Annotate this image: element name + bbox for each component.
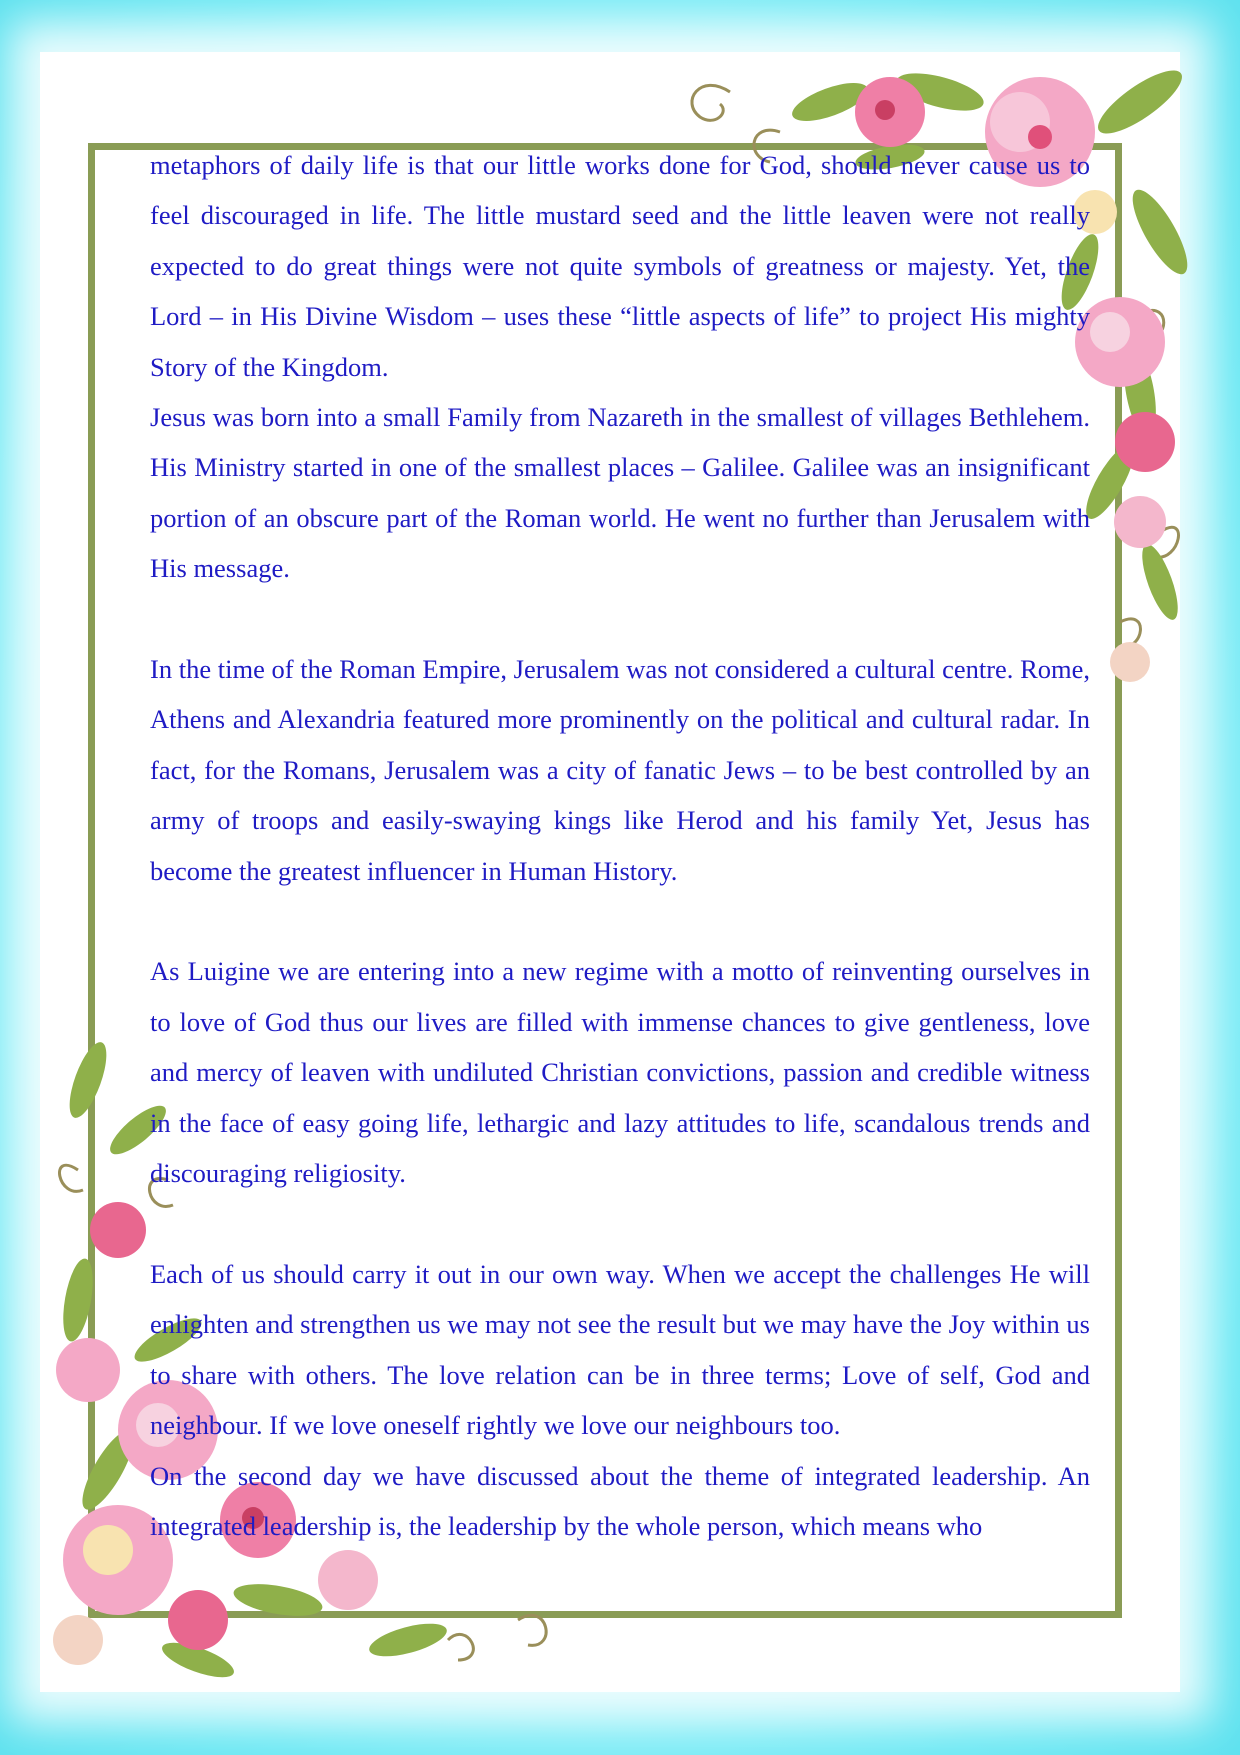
paragraph-6: On the second day we have discussed about the theme of integrated leadership. An integrated leadership is, the leadership by the whole person, which means who [150,1460,1090,1541]
document-body [150,140,1090,1551]
paragraph-spacer [150,594,1090,644]
paragraph-spacer [150,896,1090,946]
paragraph-spacer [150,1199,1090,1249]
paragraph-1: metaphors of daily life is that our little works done for God, should never cause us to feel discouraged in life. The little mustard seed and the little leaven were not really expected to do great things were not quite symbols of greatness or majesty. Yet, the Lord – in His Divine Wisdom – uses these “little aspects of life” to project His mighty Story of the Kingdom. [150,150,1090,382]
paragraph-3: In the time of the Roman Empire, Jerusalem was not considered a cultural centre. Rome, Athens and Alexandria featured more prominently on the political and cultural radar. In fact, for the Romans, Jerusalem was a city of fanatic Jews – to be best controlled by an army of troops and easily-swaying kings like Herod and his family Yet, Jesus has become the greatest influencer in Human History. [150,654,1090,886]
paragraph-2: Jesus was born into a small Family from Nazareth in the smallest of villages Bethlehem. His Ministry started in one of the smallest places – Galilee. Galilee was an insignificant portion of an obscure part of the Roman world. He went no further than Jerusalem with His message. [150,402,1090,584]
paragraph-5: Each of us should carry it out in our own way. When we accept the challenges He will enlighten and strengthen us we may not see the result but we may have the Joy within us to share with others. The love relation can be in three terms; Love of self, God and neighbour. If we love oneself rightly we love our neighbours too. [150,1258,1090,1441]
paragraph-4: As Luigine we are entering into a new regime with a motto of reinventing ourselves in to love of God thus our lives are filled with immense chances to give gentleness, love and mercy of leaven with undiluted Christian convictions, passion and credible witness in the face of easy going life, lethargic and lazy attitudes to life, scandalous trends and discouraging religiosity. [150,956,1090,1189]
